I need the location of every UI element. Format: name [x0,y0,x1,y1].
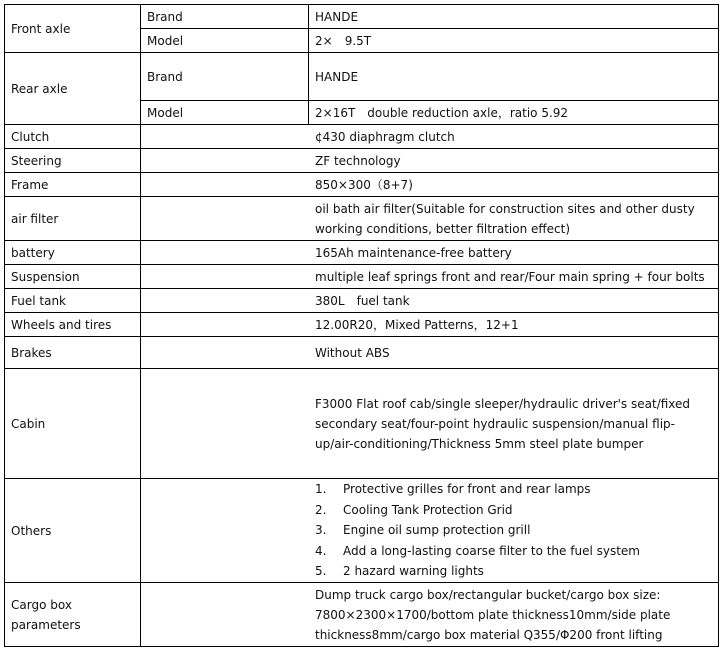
list-item-number: 2. [315,502,327,517]
list-item-number: 4. [315,543,327,558]
spec-table [4,4,719,647]
front-axle-label: Front axle [5,5,141,53]
clutch-value: ¢430 diaphragm clutch [141,125,719,149]
cabin-label: Cabin [5,369,141,479]
battery-row [5,241,719,265]
rear-axle-brand-label: Brand [141,53,309,101]
rear-axle-label: Rear axle [5,53,141,125]
list-item-text: 2 hazard warning lights [343,564,484,579]
cabin-value: F3000 Flat roof cab/single sleeper/hydraulic driver's seat/fixed secondary seat/four-point hydraulic suspension/manual flip-up/air-conditioning/Thickness 5mm steel plate bumper [141,369,719,479]
front-axle-brand-row [5,5,719,29]
cargo-row [5,583,719,647]
suspension-row [5,265,719,289]
wheels-label: Wheels and tires [5,313,141,337]
cargo-value: Dump truck cargo box/rectangular bucket/cargo box size: 7800×2300×1700/bottom plate thickness10mm/side plate thickness8mm/cargo box material Q355/Φ200 front lifting [141,583,719,647]
cabin-row [5,369,719,479]
front-axle-model-value: 2× 9.5T [309,29,719,53]
brakes-label: Brakes [5,337,141,369]
battery-label: battery [5,241,141,265]
list-item [315,520,712,541]
list-item-number: 5. [315,564,327,579]
list-item-text: Add a long-lasting coarse filter to the fuel system [343,543,640,558]
air-filter-value: oil bath air filter(Suitable for construction sites and other dusty working conditions, better filtration effect) [141,197,719,241]
list-item-text: Engine oil sump protection grill [343,523,531,538]
brakes-value: Without ABS [141,337,719,369]
list-item-text: Cooling Tank Protection Grid [343,502,513,517]
front-axle-brand-label: Brand [141,5,309,29]
fuel-tank-row [5,289,719,313]
steering-label: Steering [5,149,141,173]
others-list-cell [141,479,719,583]
others-label: Others [5,479,141,583]
frame-value: 850×300（8+7) [141,173,719,197]
others-list [315,479,712,582]
rear-axle-brand-value: HANDE [309,53,719,101]
list-item-text: Protective grilles for front and rear lamps [343,482,591,497]
front-axle-brand-value: HANDE [309,5,719,29]
cargo-label: Cargo box parameters [5,583,141,647]
others-row [5,479,719,583]
wheels-value: 12.00R20，Mixed Patterns，12+1 [141,313,719,337]
air-filter-row [5,197,719,241]
list-item [315,541,712,562]
list-item [315,479,712,500]
battery-value: 165Ah maintenance-free battery [141,241,719,265]
fuel-tank-value: 380L fuel tank [141,289,719,313]
frame-row [5,173,719,197]
front-axle-model-label: Model [141,29,309,53]
air-filter-label: air filter [5,197,141,241]
fuel-tank-label: Fuel tank [5,289,141,313]
brakes-row [5,337,719,369]
steering-value: ZF technology [141,149,719,173]
wheels-row [5,313,719,337]
rear-axle-brand-row [5,53,719,101]
list-item-number: 1. [315,482,327,497]
suspension-label: Suspension [5,265,141,289]
clutch-label: Clutch [5,125,141,149]
frame-label: Frame [5,173,141,197]
list-item-number: 3. [315,523,327,538]
rear-axle-model-value: 2×16T double reduction axle，ratio 5.92 [309,101,719,125]
clutch-row [5,125,719,149]
steering-row [5,149,719,173]
list-item [315,500,712,521]
suspension-value: multiple leaf springs front and rear/Four main spring + four bolts [141,265,719,289]
rear-axle-model-label: Model [141,101,309,125]
list-item [315,561,712,582]
